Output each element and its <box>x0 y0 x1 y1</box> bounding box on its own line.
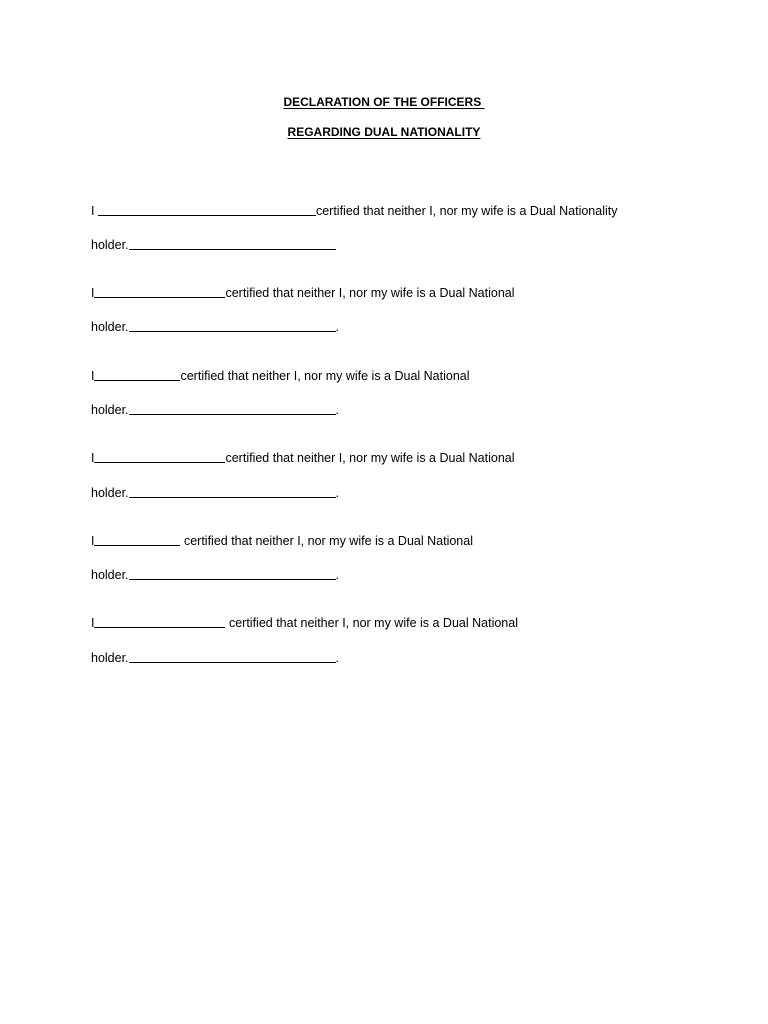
holder-line-4 <box>91 485 339 501</box>
declaration-statement: certified that neither I, nor my wife is a Dual National <box>225 616 518 630</box>
holder-end: . <box>335 651 340 665</box>
declaration-prefix: I <box>91 534 95 548</box>
holder-line-6 <box>91 650 339 666</box>
document-subtitle: REGARDING DUAL NATIONALITY <box>287 125 481 139</box>
holder-end: . <box>335 403 340 417</box>
holder-line-5 <box>91 567 339 583</box>
declaration-statement: certified that neither I, nor my wife is a Dual National <box>180 369 470 383</box>
declaration-statement: certified that neither I, nor my wife is a Dual National <box>180 534 473 548</box>
holder-line-1 <box>91 237 336 253</box>
name-blank-3[interactable] <box>94 379 180 381</box>
holder-label: holder. <box>91 486 129 500</box>
holder-blank-6[interactable] <box>129 661 336 663</box>
name-blank-5[interactable] <box>94 544 180 546</box>
declaration-statement: certified that neither I, nor my wife is a Dual National <box>225 286 515 300</box>
declaration-line-5 <box>91 533 473 549</box>
holder-label: holder. <box>91 568 129 582</box>
holder-line-3 <box>91 402 339 418</box>
declaration-line-6 <box>91 615 518 631</box>
declaration-prefix: I <box>91 369 95 383</box>
holder-label: holder. <box>91 320 129 334</box>
holder-end: . <box>335 486 340 500</box>
name-blank-2[interactable] <box>94 296 225 298</box>
declaration-line-3 <box>91 368 470 384</box>
declaration-line-4 <box>91 450 515 466</box>
holder-blank-5[interactable] <box>129 578 336 580</box>
holder-label: holder. <box>91 238 129 252</box>
declaration-line-2 <box>91 285 515 301</box>
declaration-statement: certified that neither I, nor my wife is a Dual Nationality <box>315 204 618 218</box>
holder-line-2 <box>91 319 339 335</box>
declaration-prefix: I <box>91 616 95 630</box>
declaration-statement: certified that neither I, nor my wife is a Dual National <box>225 451 515 465</box>
holder-label: holder. <box>91 403 129 417</box>
holder-blank-3[interactable] <box>129 413 336 415</box>
holder-label: holder. <box>91 651 129 665</box>
document-title: DECLARATION OF THE OFFICERS <box>283 95 485 109</box>
holder-blank-2[interactable] <box>129 330 336 332</box>
holder-blank-1[interactable] <box>129 248 336 250</box>
declaration-prefix: I <box>91 286 95 300</box>
declaration-prefix: I <box>91 451 95 465</box>
holder-end: . <box>335 320 340 334</box>
holder-blank-4[interactable] <box>129 496 336 498</box>
name-blank-1[interactable] <box>98 214 316 216</box>
declaration-line-1 <box>91 203 617 219</box>
name-blank-4[interactable] <box>94 461 225 463</box>
name-blank-6[interactable] <box>94 626 225 628</box>
holder-end: . <box>335 568 340 582</box>
declaration-prefix: I <box>91 204 98 218</box>
